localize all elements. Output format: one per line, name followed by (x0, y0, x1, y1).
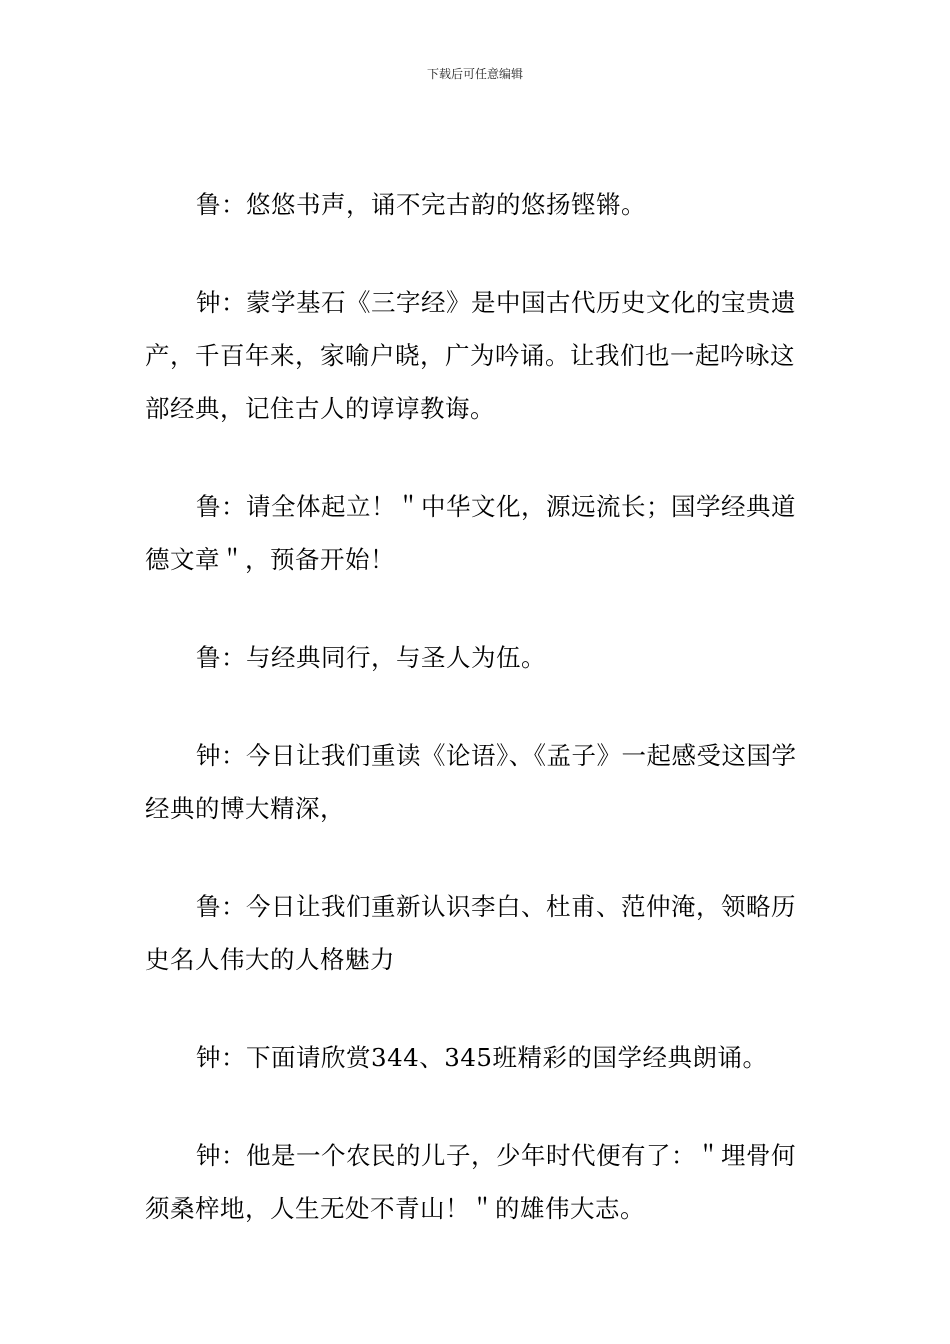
paragraph-8: 钟：他是一个农民的儿子，少年时代便有了：＂埋骨何须桑梓地，人生无处不青山！＂的雄伟大志。 (145, 1141, 796, 1223)
paragraph-4: 鲁：与经典同行，与圣人为伍。 (196, 643, 546, 672)
paragraph-5: 钟：今日让我们重读《论语》、《孟子》一起感受这国学经典的博大精深， (145, 741, 797, 823)
paragraph-7: 钟：下面请欣赏344、345班精彩的国学经典朗诵。 (196, 1043, 768, 1072)
paragraph-1: 鲁：悠悠书声，诵不完古韵的悠扬铿锵。 (196, 190, 646, 219)
page-header: 下载后可任意编辑 (426, 67, 523, 81)
document-body (145, 178, 810, 1280)
paragraph-2: 钟：蒙学基石《三字经》是中国古代历史文化的宝贵遗产，千百年来，家喻户晓，广为吟诵。让我们也一起吟咏这部经典，记住古人的谆谆教诲。 (145, 288, 796, 423)
paragraph-3: 鲁：请全体起立！＂中华文化，源远流长；国学经典道德文章＂，预备开始！ (145, 492, 796, 574)
paragraph-6: 鲁：今日让我们重新认识李白、杜甫、范仲淹，领略历史名人伟大的人格魅力 (145, 892, 796, 974)
